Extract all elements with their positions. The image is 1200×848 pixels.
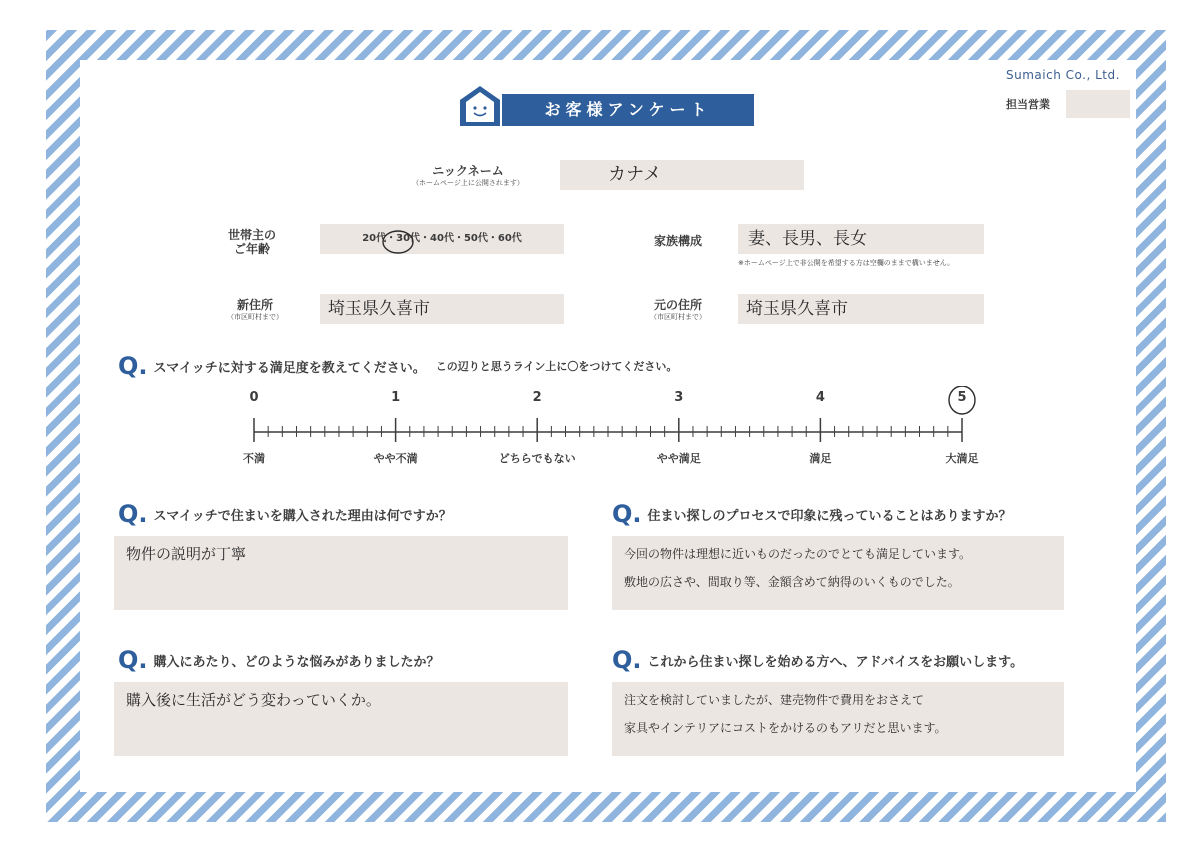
new-address-label: 新住所 （市区町村まで） (227, 298, 283, 321)
nickname-field[interactable]: カナメ (560, 160, 804, 190)
q2-answer-field[interactable] (612, 536, 1064, 610)
scale-number: 4 (815, 390, 825, 405)
q3-question-text: 購入にあたり、どのような悩みがありましたか？ (153, 654, 440, 670)
old-address-label: 元の住所 （市区町村まで） (650, 298, 706, 321)
scale-number: 1 (391, 390, 401, 405)
q4-answer-line-2: 家具やインテリアにコストをかけるのもアリだと思います。 (624, 721, 947, 735)
age-options-field[interactable]: 20代・30代・40代・50代・60代 (320, 224, 564, 254)
q-mark: Q. (118, 352, 148, 380)
title-banner (458, 84, 754, 126)
satisfaction-question-text: スマイッチに対する満足度を教えてください。 (153, 360, 426, 376)
satisfaction-instruction: この辺りと思うライン上に〇をつけてください。 (435, 360, 678, 373)
scale-number: 5 (957, 390, 967, 405)
family-field[interactable]: 妻、長男、長女 (738, 224, 984, 254)
age-selection-circle (380, 228, 416, 256)
q1-question-text: スマイッチで住まいを購入された理由は何ですか？ (153, 508, 452, 524)
scale-label: 不満 (243, 452, 265, 465)
scale-label: やや満足 (656, 452, 701, 465)
q3-answer-field[interactable]: 購入後に生活がどう変わっていくか。 (114, 682, 568, 756)
scale-number: 2 (532, 390, 542, 405)
q4-question-text: これから住まい探しを始める方へ、アドバイスをお願いします。 (647, 654, 1024, 670)
nickname-label: ニックネーム （ホームページ上に公開されます） (412, 164, 524, 187)
page-title: お客様アンケート (502, 94, 754, 126)
satisfaction-scale[interactable] (200, 386, 1020, 476)
q1-question (118, 500, 452, 528)
scale-label: 満足 (809, 452, 832, 465)
q4-answer-field[interactable] (612, 682, 1064, 756)
q2-answer-line-2: 敷地の広さや、間取り等、金額含めて納得のいくものでした。 (624, 575, 960, 589)
q-mark: Q. (612, 500, 642, 528)
family-note: ※ホームページ上で非公開を希望する方は空欄のままで構いません。 (738, 259, 955, 267)
q2-question-text: 住まい探しのプロセスで印象に残っていることはありますか？ (647, 508, 1012, 524)
q4-answer-line-1: 注文を検討していましたが、建売物件で費用をおさえて (624, 693, 925, 707)
q2-question (612, 500, 1012, 528)
old-address-field[interactable]: 埼玉県久喜市 (738, 294, 984, 324)
scale-number: 3 (674, 390, 684, 405)
age-label: 世帯主の ご年齢 (227, 228, 276, 256)
staff-field[interactable] (1066, 90, 1130, 118)
scale-label: 大満足 (945, 452, 979, 465)
smiling-house-icon (458, 84, 502, 126)
q-mark: Q. (118, 646, 148, 674)
q-mark: Q. (612, 646, 642, 674)
q4-question (612, 646, 1023, 674)
scale-line (200, 386, 1020, 476)
scale-number: 0 (249, 390, 259, 405)
new-address-field[interactable]: 埼玉県久喜市 (320, 294, 564, 324)
family-label: 家族構成 (653, 234, 702, 248)
q2-answer-line-1: 今回の物件は理想に近いものだったのでとても満足しています。 (624, 547, 972, 561)
scale-label: どちらでもない (498, 452, 576, 465)
staff-label: 担当営業 (1006, 98, 1050, 111)
company-name: Sumaich Co., Ltd. (1006, 68, 1120, 82)
q3-question (118, 646, 440, 674)
q1-answer-field[interactable]: 物件の説明が丁寧 (114, 536, 568, 610)
satisfaction-question (118, 352, 677, 380)
scale-label: やや不満 (373, 452, 418, 465)
q-mark: Q. (118, 500, 148, 528)
